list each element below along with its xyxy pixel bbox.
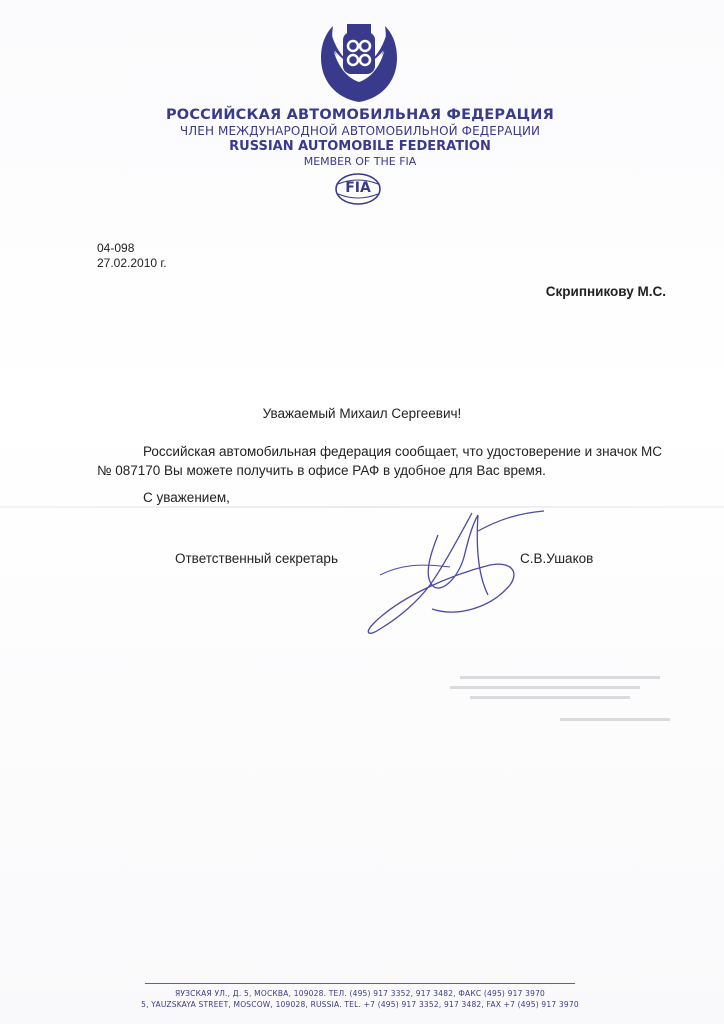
addressee: Скрипникову М.С. xyxy=(545,284,666,299)
closing: С уважением, xyxy=(143,490,230,505)
footer-address-en: 5, YAUZSKAYA STREET, MOSCOW, 109028, RUSSIA. TEL. +7 (495) 917 3352, 917 3482, FAX +7 (495) 917 3970 xyxy=(141,1000,579,1009)
raf-emblem-icon xyxy=(315,18,403,104)
reference-number: 04-098 xyxy=(97,241,135,255)
signatory-name: С.В.Ушаков xyxy=(520,551,594,566)
letterhead-title-ru: РОССИЙСКАЯ АВТОМОБИЛЬНАЯ ФЕДЕРАЦИЯ xyxy=(165,107,555,123)
letterhead-subtitle-en: MEMBER OF THE FIA xyxy=(303,155,417,168)
salutation: Уважаемый Михаил Сергеевич! xyxy=(262,406,462,421)
body-paragraph-line-2: № 087170 Вы можете получить в офисе РАФ в удобное для Вас время. xyxy=(97,463,546,478)
signatory-title: Ответственный секретарь xyxy=(175,551,338,566)
reference-date: 27.02.2010 г. xyxy=(97,256,167,270)
footer-address-ru: ЯУЗСКАЯ УЛ., Д. 5, МОСКВА, 109028. ТЕЛ. (495) 917 3352, 917 3482, ФАКС (495) 917 3970 xyxy=(174,989,546,998)
fia-logo-text: FIA xyxy=(345,180,371,196)
footer-divider xyxy=(145,983,575,984)
fia-logo-icon xyxy=(333,172,383,206)
body-paragraph-line-1: Российская автомобильная федерация сообщает, что удостоверение и значок МС xyxy=(143,444,662,459)
letterhead-subtitle-ru: ЧЛЕН МЕЖДУНАРОДНОЙ АВТОМОБИЛЬНОЙ ФЕДЕРАЦИИ xyxy=(179,124,541,138)
handwritten-signature xyxy=(360,505,560,645)
faded-stamp-impression xyxy=(440,672,680,742)
letterhead-title-en: RUSSIAN AUTOMOBILE FEDERATION xyxy=(229,139,491,154)
